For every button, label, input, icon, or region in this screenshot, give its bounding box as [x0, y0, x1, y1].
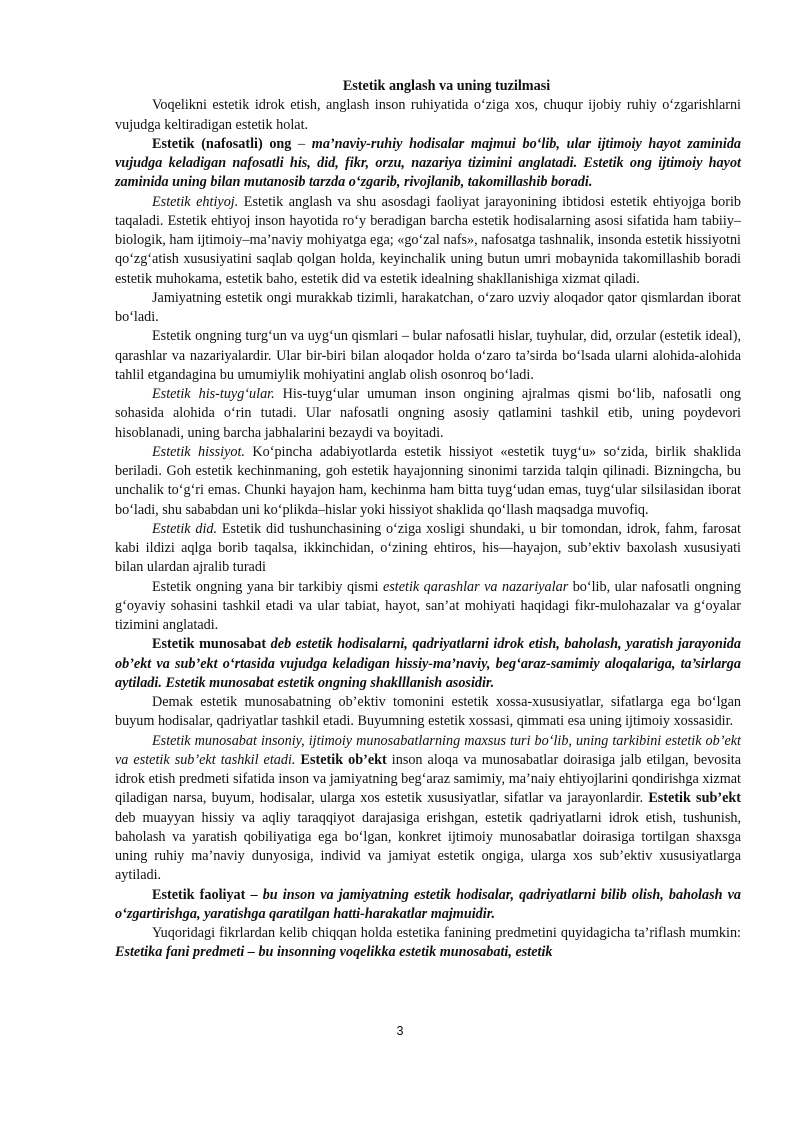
text-run: Yuqoridagi fikrlardan kelib chiqqan holda estetika fanining predmetini quyidagicha ta’riflash mumkin:	[152, 925, 741, 941]
paragraph	[115, 193, 741, 289]
paragraph	[115, 520, 741, 578]
text-run: Estetika fani predmeti – bu insonning voqelikka estetik munosabati, estetik	[115, 944, 553, 961]
document-page	[115, 77, 741, 963]
text-run: Estetik (nafosatli) ong	[152, 135, 292, 152]
paragraph	[115, 635, 741, 693]
document-title: Estetik anglash va uning tuzilmasi	[342, 78, 551, 94]
text-run: –	[291, 135, 312, 152]
paragraph	[115, 886, 741, 925]
text-run: Demak estetik munosabatning ob’ektiv tomonini estetik xossa-xususiyatlar, sifatlarga ega bo‘lgan buyum hodisalar, qadriyatlar tashkil etadi. Buyumning estetik xossasi, qimmati esa uning ijtimoiy xossasidir.	[115, 694, 741, 730]
text-run: Estetik faoliyat –	[152, 886, 258, 903]
paragraph	[115, 385, 741, 443]
text-run: Estetik munosabat insoniy, ijtimoiy munosabatlarning maxsus turi bo‘lib, uning tarkibini estetik ob’ekt va estetik sub’ekt tashkil etadi.	[115, 732, 741, 768]
document-body	[115, 96, 741, 962]
text-run: deb estetik hodisalarni, qadriyatlarni idrok etish, baholash, yaratish jarayonida ob’ekt va sub’ekt o‘rtasida vujudga keladigan hissiy-ma’naviy, beg‘araz-samimiy aloqalariga, ta’sirlarga aytiladi. Estetik munosabat estetik ongning shaklllanish asosidir.	[115, 636, 741, 691]
text-run: His-tuyg‘ular umuman inson ongining ajralmas qismi bo‘lib, nafosatli ong sohasida alohida o‘rin tutadi. Ular nafosatli ongning asosiy qatlamini tashkil etib, uning poydevori hisoblanadi, uning barcha jabhalarini bezaydi va boyitadi.	[115, 386, 741, 441]
text-run: Estetik anglash va shu asosdagi faoliyat jarayonining ibtidosi estetik ehtiyojga borib taqaladi. Estetik ehtiyoj inson hayotida ro‘y beradigan barcha estetik hodisalarning asosi sifatida ham tabiiy–biologik, ham ijtimoiy–ma’naviy mohiyatga ega; «go‘zal nafs», nafosatga tashnalik, insonda estetik hissiyotni qo‘zg‘atish xususiyatini saqlab qolgan holda, keyinchalik uning butun umri mobaynida takomillashib boradi estetik muhokama, estetik baho, estetik did va estetik idealning shakllanishiga xizmat qiladi.	[115, 193, 741, 287]
text-run: Ko‘pincha adabiyotlarda estetik hissiyot «estetik tuyg‘u» so‘zida, birlik shaklida beriladi. Goh estetik kechinmaning, goh estetik hayajonning sinonimi tarzida talqin qilinadi. Bizningcha, bu unchalik to‘g‘ri emas. Chunki hayajon ham, kechinma ham bitta tuyg‘udan emas, tuyg‘ular silsilasidan iborat bo‘ladi, shu sababdan uni ko‘plikda–hislar yoki hissiyot shaklida qo‘llash maqsadga muvofiq.	[115, 443, 741, 518]
text-run: bu inson va jamiyatning estetik hodisalar, qadriyatlarni bilib olish, baholash va o‘zgartirishga, yaratishga qaratilgan hatti-harakatlar majmuidir.	[115, 886, 741, 922]
text-run: Estetik sub’ekt	[648, 790, 741, 807]
paragraph	[115, 289, 741, 328]
paragraph	[115, 135, 741, 193]
text-run: Estetik ehtiyoj.	[152, 193, 239, 210]
text-run: deb muayyan hissiy va aqliy taraqqiyot darajasiga erishgan, estetik qadriyatlarni idrok etish, tushunish, baholash va yaratish qobiliyatiga ega bo‘lgan, konkret ijtimoiy munosabatlar doirasiga tortilgan shaxsga uning ruhiy ma’naviy dunyosiga, individ va jamiyat estetik ongiga, ularga xos sub’ektiv xususiyatlarga aytiladi.	[115, 809, 741, 884]
text-run: estetik qarashlar va nazariyalar	[382, 578, 569, 595]
paragraph	[115, 327, 741, 385]
paragraph	[115, 443, 741, 520]
text-run: Estetik hissiyot.	[152, 443, 245, 460]
text-run: bo‘lib, ular nafosatli ongning g‘oyaviy sohasini tashkil etadi va ular tabiat, hayot, san’at mohiyati haqidagi fikr-mulohazalar va g‘oyalar tizimini anglatadi.	[115, 578, 741, 633]
text-run: Voqelikni estetik idrok etish, anglash inson ruhiyatida o‘ziga xos, chuqur ijobiy ruhiy o‘zgarishlarni vujudga keltiradigan estetik holat.	[115, 97, 741, 133]
text-run: inson aloqa va munosabatlar doirasiga jalb etilgan, bevosita idrok etish predmeti sifatida inson va jamiyatning beg‘araz samimiy, ma’naiy ehtiyojlarini qondirishga xizmat qiladigan narsa, buyum, hodisalar, ularga xos estetik xususiyatlar, sifatlar va jarayonlardir.	[115, 751, 742, 807]
paragraph	[115, 732, 741, 886]
paragraph	[115, 924, 741, 963]
text-run: Estetik munosabat	[152, 636, 267, 653]
text-run: ma’naviy-ruhiy hodisalar majmui bo‘lib, ular ijtimoiy hayot zaminida vujudga keladigan nafosatli his, did, fikr, orzu, nazariya tizimini anglatadi. Estetik ong ijtimoiy hayot zaminida uning bilan mutanosib tarzda o‘zgarib, rivojlanib, takomillashib boradi.	[115, 135, 742, 191]
text-run: Estetik did.	[152, 520, 218, 537]
paragraph	[115, 693, 741, 732]
page-number: 3	[396, 1024, 404, 1038]
text-run: Estetik his-tuyg‘ular.	[152, 386, 275, 402]
text-run: Estetik did tushunchasining o‘ziga xosligi shundaki, u bir tomondan, idrok, fahm, farosat kabi ildizi aqlga borib taqalsa, ikkinchidan, o‘zining ehtiros, his—hayajon, sub’ektiv baxolash xususiyati bilan ulardan ajralib turadi	[115, 520, 741, 576]
paragraph	[115, 96, 741, 135]
text-run: Estetik ob’ekt	[300, 751, 387, 768]
text-run: Estetik ongning yana bir tarkibiy qismi	[152, 578, 383, 595]
text-run: Estetik ongning turg‘un va uyg‘un qismlari – bular nafosatli hislar, tuyhular, did, orzular (estetik ideal), qarashlar va nazariyalardir. Ular bir-biri bilan aloqador holda o‘zaro ta’sirda bo‘lsada ularni alohida-alohida tahlil etgandagina bu umumiylik mohiyatini anglab olish osonroq bo‘ladi.	[115, 328, 741, 383]
text-run: Jamiyatning estetik ongi murakkab tizimli, harakatchan, o‘zaro uzviy aloqador qator qismlardan iborat bo‘ladi.	[115, 289, 741, 325]
paragraph	[115, 578, 741, 636]
